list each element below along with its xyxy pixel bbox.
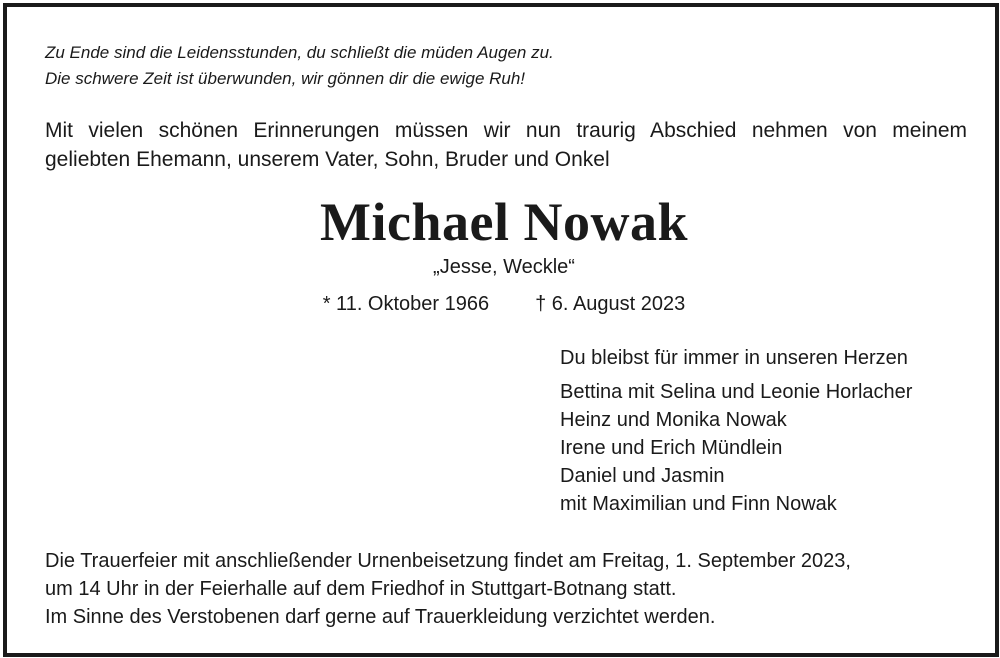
intro-text (45, 116, 967, 174)
mourner: mit Maximilian und Finn Nowak (560, 493, 837, 515)
family-motto: Du bleibst für immer in unseren Herzen (560, 347, 908, 369)
service-line: Im Sinne des Verstobenen darf gerne auf Trauerkleidung verzichtet werden. (45, 606, 716, 628)
life-dates (7, 290, 1000, 318)
obituary-notice (3, 3, 999, 657)
service-line: um 14 Uhr in der Feierhalle auf dem Friedhof in Stuttgart-Botnang statt. (45, 578, 677, 600)
poem (45, 40, 554, 92)
poem-line: Zu Ende sind die Leidensstunden, du schließt die müden Augen zu. (45, 43, 554, 62)
mourner: Daniel und Jasmin (560, 465, 725, 487)
service-line: Die Trauerfeier mit anschließender Urnenbeisetzung findet am Freitag, 1. September 2023, (45, 550, 851, 572)
death-date: † 6. August 2023 (535, 293, 686, 315)
deceased-nickname: „Jesse, Weckle“ (433, 256, 575, 278)
mourner: Bettina mit Selina und Leonie Horlacher (560, 381, 913, 403)
intro-line: geliebten Ehemann, unserem Vater, Sohn, Bruder und Onkel (45, 148, 610, 171)
mourner: Irene und Erich Mündlein (560, 437, 783, 459)
mourner: Heinz und Monika Nowak (560, 409, 787, 431)
intro-line: Mit vielen schönen Erinnerungen müssen wir nun traurig Abschied nehmen von meinem (45, 119, 967, 142)
poem-line: Die schwere Zeit ist überwunden, wir gönnen dir die ewige Ruh! (45, 69, 526, 88)
birth-date: * 11. Oktober 1966 (322, 293, 490, 315)
mourners-list (560, 378, 912, 518)
funeral-service-info (45, 547, 851, 631)
deceased-name: Michael Nowak (320, 192, 688, 252)
family-block (560, 344, 912, 518)
